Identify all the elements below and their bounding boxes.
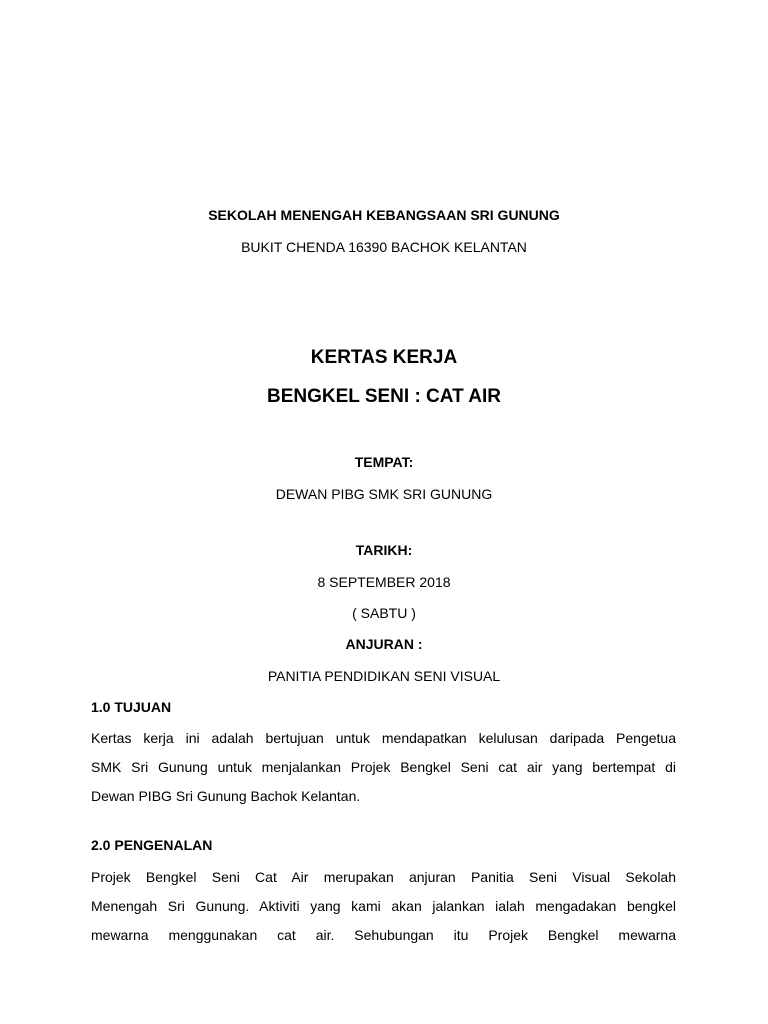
document-title: KERTAS KERJA <box>310 347 458 368</box>
date-label: TARIKH: <box>355 542 413 558</box>
venue-label: TEMPAT: <box>354 454 414 470</box>
school-name: SEKOLAH MENENGAH KEBANGSAAN SRI GUNUNG <box>208 207 560 223</box>
paragraph-line: SMK Sri Gunung untuk menjalankan Projek Bengkel Seni cat air yang bertempat di <box>91 759 676 775</box>
organizer-label: ANJURAN : <box>345 636 423 652</box>
day-value: ( SABTU ) <box>352 605 416 621</box>
paragraph-line: Kertas kerja ini adalah bertujuan untuk mendapatkan kelulusan daripada Pengetua <box>91 730 676 746</box>
organizer-value: PANITIA PENDIDIKAN SENI VISUAL <box>267 668 501 684</box>
paragraph-line: Menengah Sri Gunung. Aktiviti yang kami akan jalankan ialah mengadakan bengkel <box>91 898 676 914</box>
document-subtitle: BENGKEL SENI : CAT AIR <box>267 386 501 407</box>
school-address: BUKIT CHENDA 16390 BACHOK KELANTAN <box>241 239 527 255</box>
paragraph-line: Projek Bengkel Seni Cat Air merupakan anjuran Panitia Seni Visual Sekolah <box>91 869 676 885</box>
section-heading-tujuan: 1.0 TUJUAN <box>91 699 172 715</box>
paragraph-line: mewarna menggunakan cat air. Sehubungan itu Projek Bengkel mewarna <box>91 927 676 943</box>
section-paragraph-pengenalan <box>91 863 676 950</box>
section-paragraph-tujuan <box>91 724 676 811</box>
paragraph-line: Dewan PIBG Sri Gunung Bachok Kelantan. <box>91 788 361 804</box>
venue-value: DEWAN PIBG SMK SRI GUNUNG <box>275 486 493 502</box>
section-heading-pengenalan: 2.0 PENGENALAN <box>91 837 213 853</box>
date-value: 8 SEPTEMBER 2018 <box>317 574 451 590</box>
